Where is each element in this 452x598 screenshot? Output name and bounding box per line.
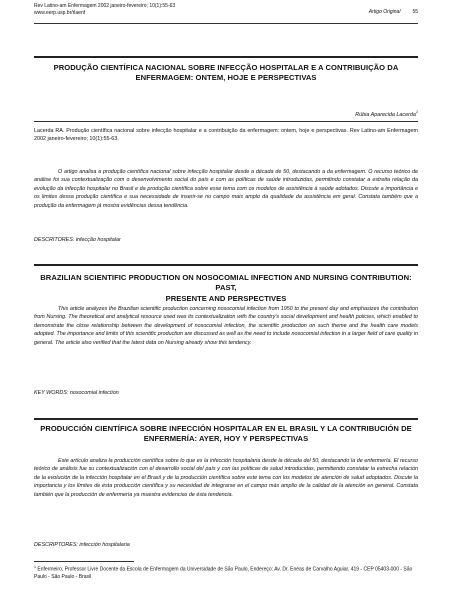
es-title-line-2: ENFERMERÍA: AYER, HOY Y PERSPECTIVAS bbox=[143, 434, 309, 444]
footnote-rule bbox=[34, 561, 134, 562]
en-title bbox=[40, 273, 412, 304]
author-name: Rúbia Aparecida Lacerda$^1$ bbox=[355, 110, 418, 118]
pt-title-rule-top bbox=[34, 56, 418, 58]
en-title-rule-top bbox=[34, 264, 418, 266]
pt-abstract: O artigo analisa a produção científica nacional sobre infecção hospitalar desde a década de 50, destacando a da enfermagem. O recurso teórico de análise foi sua contextualização com o desenvolvimento social do país e com as políticas de saúde introduzidas, permitindo constatar a estreita relação da evolução da infecção hospitalar no Brasil e da produção científica sobre esse tema com os modelos de assistência à saúde adotados. Discute a importância e os limites dessa produção científica e sua necessidade de inserir-se no campo mais amplo da qualidade da assistência em geral. Constata também que a produção da enfermagem já mostra evidências dessa tendência. bbox=[34, 169, 418, 209]
footnote-text: Enfermeiro, Professor Livre Docente da Escola de Enfermagem da Universidade de São Paulo, Endereço: Av. Dr. Enéas de Carvalho Aguiar, 419 - CEP 05403-000 - São Paulo - São Paulo - Brasil bbox=[34, 566, 413, 581]
footnote-mark: 1 bbox=[34, 565, 36, 569]
es-keywords: DESCRIPTORES: infección hospitalaria bbox=[34, 542, 130, 548]
footnote bbox=[34, 565, 418, 582]
pt-title-line-2: ENFERMAGEM: ONTEM, HOJE E PERSPECTIVAS bbox=[135, 73, 317, 83]
author-footnote-mark[interactable]: 1 bbox=[415, 110, 418, 114]
header-rule bbox=[34, 23, 418, 24]
running-header bbox=[34, 3, 418, 16]
journal-citation-line: Rev Latino-am Enfermagem 2002 janeiro-fevereiro; 10(1):55-63 bbox=[34, 3, 176, 9]
es-abstract: Este artículo analiza la producción científica sobre lo que es la infección hospitalaria desde la década del 50, destacando la de enfermería. El recurso teórico de análisis fue su contextualización con el desarrollo social del país y con las políticas de salud introducidas, permitiendo constatar la estrecha relación de la evolución de la infección hospitalar en el Brasil y de la producción científica sobre este tema con los modelos de atención de salud adoptados. Discute la importancia y los límites de ésta producción científica y su necesidad de integrarse en el campo más amplio de la calidad de la atención en general. Constata también que la producción de enfermería ya muestra evidencias de ésta tendencia. bbox=[34, 458, 418, 498]
pt-title-line-1: PRODUÇÃO CIENTÍFICA NACIONAL SOBRE INFECÇÃO HOSPITALAR E A CONTRIBUIÇÃO DA bbox=[53, 63, 399, 72]
es-title-rule-top bbox=[34, 418, 418, 420]
es-title-line-1: PRODUCCIÓN CIENTÍFICA SOBRE INFECCIÓN HOSPITALAR EN EL BRASIL Y LA CONTRIBUCIÓN DE bbox=[40, 424, 412, 433]
en-title-line-2: PRESENTE AND PERSPECTIVES bbox=[165, 293, 287, 303]
es-title bbox=[40, 424, 412, 445]
citation-paragraph: Lacerda RA. Produção científica nacional sobre infecção hospitalar e a contribuição da enfermagem: ontem, hoje e perspectivas. Rev Latino-am Enfermagem 2002 janeiro-fevereiro; 10(1):55-63. bbox=[34, 128, 418, 143]
author-rule bbox=[34, 121, 418, 122]
en-abstract: This article analyzes the Brazilian scientific production concerning nosocomial infection from 1950 to the present day and emphasizes the contribution from Nursing. The theoretical and analytical resource used was its contextualization with the country's social development and health policies, which enabled to demonstrate the close relationship between the development of nosocomial infection, the scientific production on such theme and the health care models adopted. The importance and limits of this scientific production are discussed as well as the need to include nosocomial infection in a larger field of care quality in general. The article also verified that the latest data on Nursing already show this tendency. bbox=[34, 306, 418, 346]
page-number: 55 bbox=[412, 9, 418, 15]
en-keywords: KEY WORDS: nosocomial infection bbox=[34, 390, 119, 396]
header-right bbox=[369, 9, 418, 16]
en-title-line-1: BRAZILIAN SCIENTIFIC PRODUCTION ON NOSOCOMIAL INFECTION AND NURSING CONTRIBUTION: PAST, bbox=[40, 273, 412, 293]
pt-title bbox=[40, 63, 412, 84]
section-label: Artigo Original bbox=[368, 9, 401, 15]
pt-keywords: DESCRITORES: infecção hospitalar bbox=[34, 237, 121, 243]
journal-url[interactable]: www.eerp.usp.br/rlaenf bbox=[34, 9, 86, 16]
